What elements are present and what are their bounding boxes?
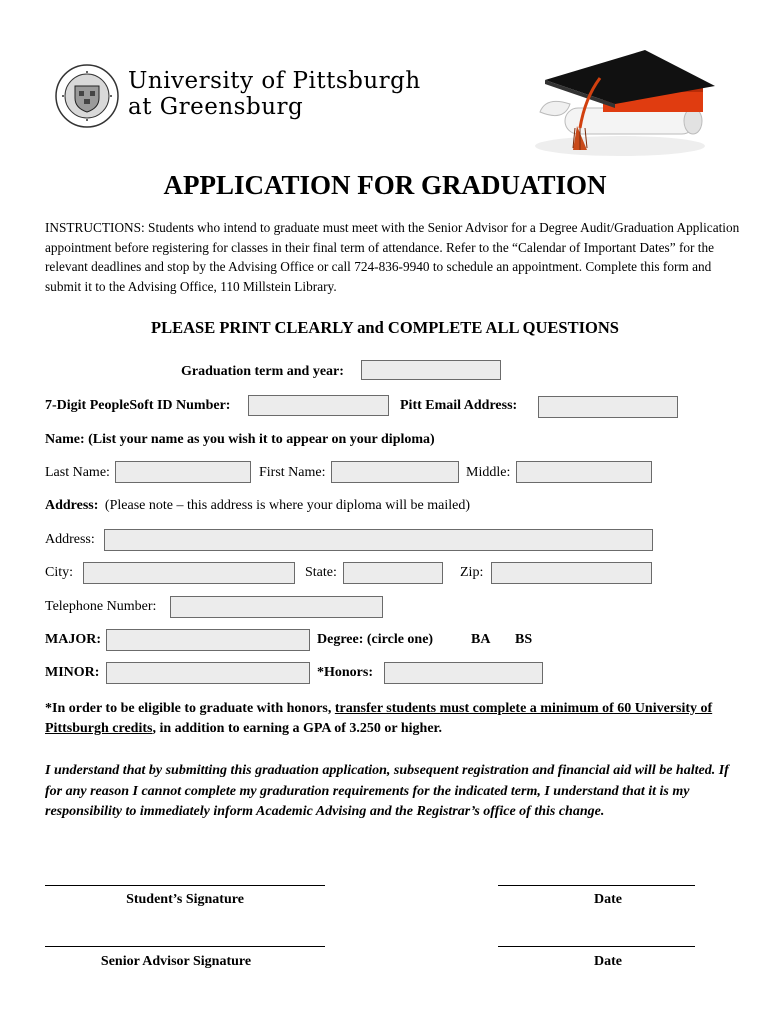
university-seal-logo: [55, 64, 119, 128]
first-name-field[interactable]: [331, 461, 459, 483]
minor-label: MINOR:: [45, 665, 100, 680]
advisor-date-line[interactable]: [498, 946, 695, 947]
university-name: [128, 68, 421, 120]
address-heading-note: (Please note – this address is where your diploma will be mailed): [104, 498, 471, 513]
telephone-label: Telephone Number:: [45, 599, 157, 614]
peoplesoft-id-label: 7-Digit PeopleSoft ID Number:: [45, 398, 231, 413]
student-signature-line[interactable]: [45, 885, 325, 886]
advisor-signature-line[interactable]: [45, 946, 325, 947]
peoplesoft-id-field[interactable]: [248, 395, 389, 416]
state-field[interactable]: [343, 562, 443, 584]
honors-note-part1: *In order to be eligible to graduate with honors,: [45, 701, 335, 716]
address-field[interactable]: [104, 529, 653, 551]
honors-note-part2: , in addition to earning a GPA of 3.250 or higher.: [152, 721, 442, 736]
graduation-term-field[interactable]: [361, 360, 501, 380]
middle-name-label: Middle:: [466, 465, 511, 480]
degree-label: Degree: (circle one): [317, 632, 434, 647]
major-field[interactable]: [106, 629, 310, 651]
degree-option-ba[interactable]: BA: [471, 632, 491, 647]
degree-option-bs[interactable]: BS: [515, 632, 533, 647]
student-date-label: Date: [594, 892, 622, 907]
last-name-label: Last Name:: [45, 465, 110, 480]
student-date-line[interactable]: [498, 885, 695, 886]
honors-field[interactable]: [384, 662, 543, 684]
graduation-cap-diploma-image: [525, 46, 720, 161]
address-label: Address:: [45, 532, 95, 547]
middle-name-field[interactable]: [516, 461, 652, 483]
zip-field[interactable]: [491, 562, 652, 584]
minor-field[interactable]: [106, 662, 310, 684]
university-name-line2: at Greensburg: [128, 94, 304, 120]
advisor-signature-label: Senior Advisor Signature: [100, 954, 252, 969]
advisor-date-label: Date: [594, 954, 622, 969]
honors-eligibility-note: [45, 699, 735, 739]
address-section-heading: [45, 498, 470, 514]
pitt-email-label: Pitt Email Address:: [400, 398, 518, 413]
honors-label: *Honors:: [317, 665, 373, 680]
student-signature-label: Student’s Signature: [126, 892, 244, 907]
name-section-heading: Name: (List your name as you wish it to appear on your diploma): [45, 432, 435, 447]
print-clearly-subheading: PLEASE PRINT CLEARLY and COMPLETE ALL QUESTIONS: [151, 318, 619, 337]
first-name-label: First Name:: [259, 465, 326, 480]
telephone-field[interactable]: [170, 596, 383, 618]
address-heading-bold: Address:: [45, 498, 99, 513]
honors-note-underlined: transfer students must complete a minimum of 60 University of Pittsburgh credits: [45, 701, 713, 736]
form-title: APPLICATION FOR GRADUATION: [163, 170, 607, 200]
acknowledgement-statement: I understand that by submitting this graduation application, subsequent registration and financial aid will be halted. If for any reason I cannot complete my graduration requirements for the indicated term, I understand that it is my responsibility to immediately inform Academic Advising and the Registrar’s office of this change.: [45, 763, 729, 819]
last-name-field[interactable]: [115, 461, 251, 483]
pitt-email-field[interactable]: [538, 396, 678, 418]
graduation-term-label: Graduation term and year:: [181, 364, 344, 379]
city-field[interactable]: [83, 562, 295, 584]
instructions-paragraph: INSTRUCTIONS: Students who intend to graduate must meet with the Senior Advisor for a Degree Audit/Graduation Application appointment before registering for classes in their final term of attendance. Refer to the “Calendar of Important Dates” for the relevant deadlines and stop by the Advising Office or call 724-836-9940 to schedule an appointment. Complete this form and submit it to the Advising Office, 110 Millstein Library.: [45, 220, 740, 294]
city-label: City:: [45, 565, 74, 580]
university-name-line1: University of Pittsburgh: [128, 68, 421, 94]
state-label: State:: [305, 565, 337, 580]
major-label: MAJOR:: [45, 632, 101, 647]
zip-label: Zip:: [460, 565, 484, 580]
